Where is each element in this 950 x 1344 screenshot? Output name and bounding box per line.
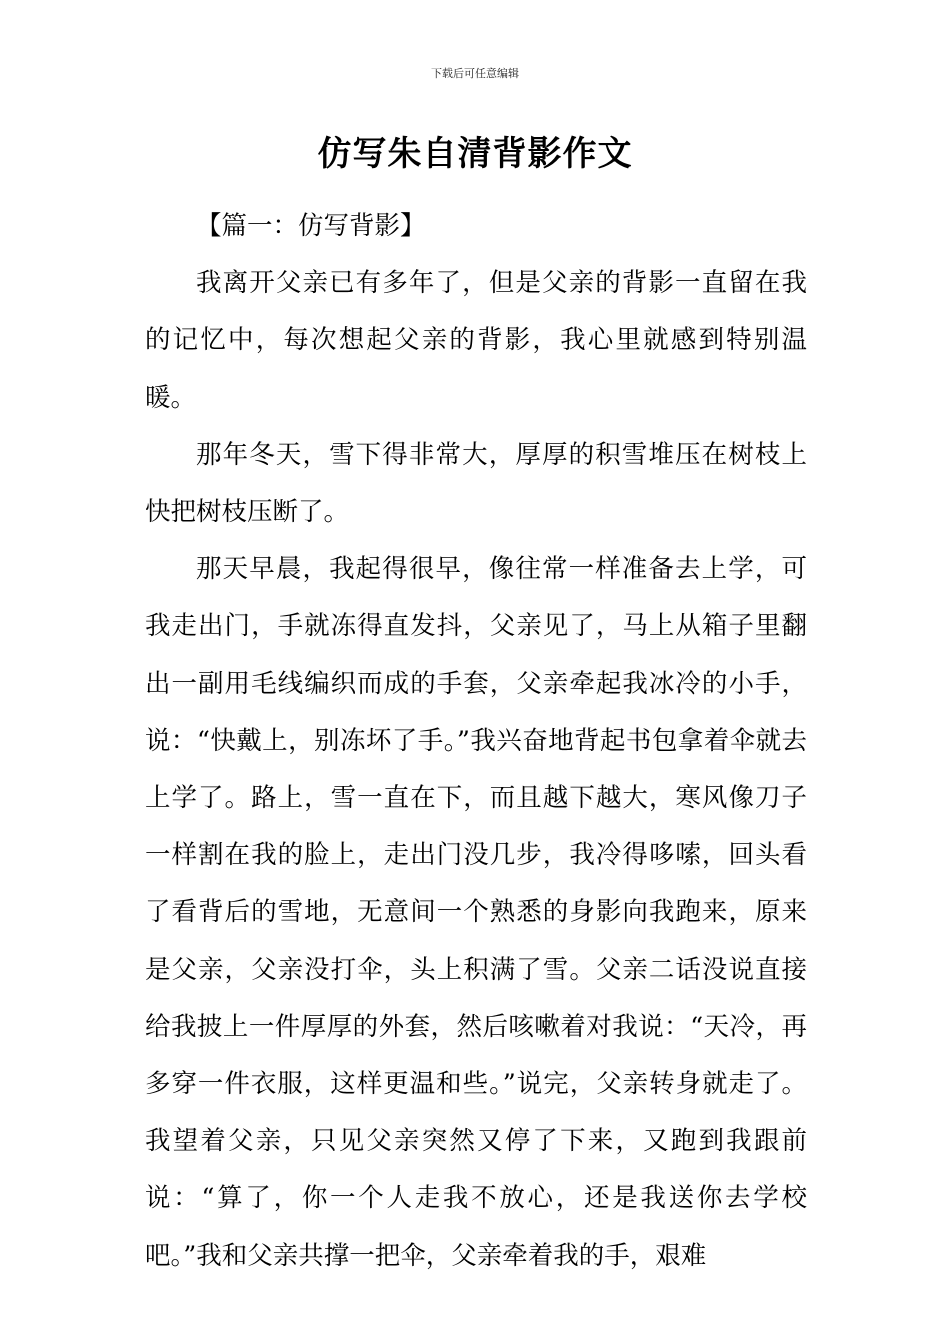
section-heading: 【篇一：仿写背影】: [196, 211, 426, 241]
page-title: 仿写朱自清背影作文: [317, 134, 633, 174]
header-note: 下载后可任意编辑: [431, 67, 519, 80]
paragraph: 我离开父亲已有多年了，但是父亲的背影一直留在我的记忆中，每次想起父亲的背影，我心里就感到特别温暖。: [145, 268, 807, 413]
document-body: [145, 198, 807, 1285]
paragraph: 那年冬天，雪下得非常大，厚厚的积雪堆压在树枝上快把树枝压断了。: [145, 439, 807, 528]
paragraph: 那天早晨，我起得很早，像往常一样准备去上学，可我走出门，手就冻得直发抖，父亲见了，马上从箱子里翻出一副用毛线编织而成的手套，父亲牵起我冰冷的小手，说：“快戴上，别冻坏了手。”我兴奋地背起书包拿着伞就去上学了。路上，雪一直在下，而且越下越大，寒风像刀子一样割在我的脸上，走出门没几步，我冷得哆嗦，回头看了看背后的雪地，无意间一个熟悉的身影向我跑来，原来是父亲，父亲没打伞，头上积满了雪。父亲二话没说直接给我披上一件厚厚的外套，然后咳嗽着对我说：“天冷，再多穿一件衣服，这样更温和些。”说完，父亲转身就走了。我望着父亲，只见父亲突然又停了下来，又跑到我跟前说：“算了，你一个人走我不放心，还是我送你去学校吧。”我和父亲共撑一把伞，父亲牵着我的手，艰难: [145, 554, 807, 1271]
